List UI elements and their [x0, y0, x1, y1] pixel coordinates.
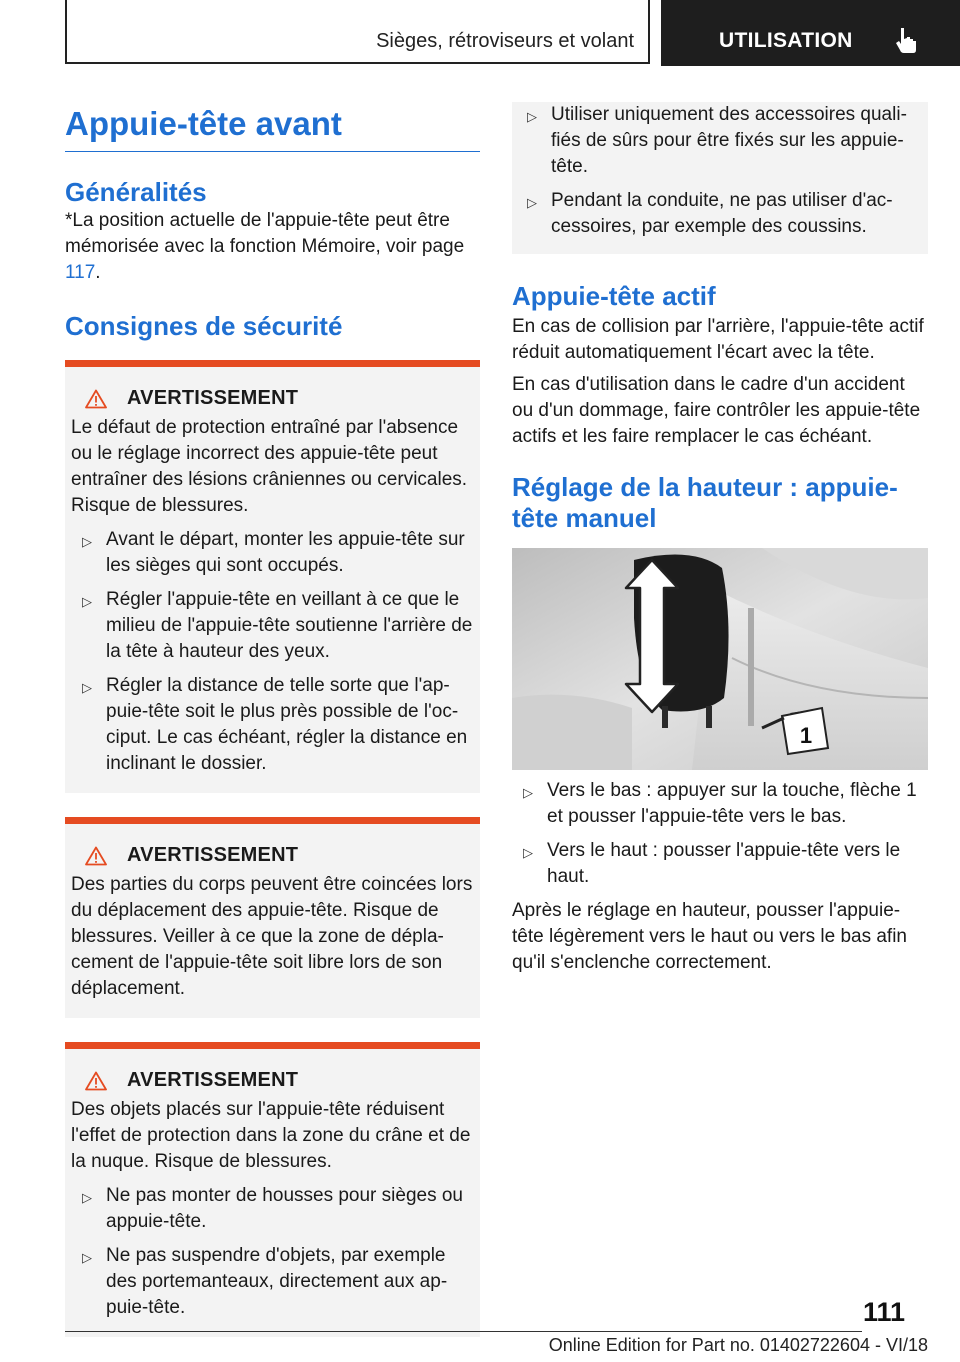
warning-text: Des objets placés sur l'appuie-tête réduisent l'effet de protection dans la zone du crâne et de la nuque. Risque de blessures. [71, 1099, 471, 1172]
page-link-117[interactable]: 117 [65, 262, 96, 283]
generalites-end: . [95, 262, 101, 283]
triangle-bullet-icon: ▷ [527, 195, 537, 210]
list-item: ▷ Régler la distance de telle sorte que l'appuie-tête soit le plus près possible de l'occiput. Le cas échéant, régler la distance en inclinant le dossier. [82, 675, 468, 774]
page-number: 111 [863, 1297, 906, 1327]
warning-list [71, 1183, 474, 1321]
photo-arrow-label: 1 [799, 723, 813, 748]
warning-box-2 [65, 817, 480, 1018]
list-item: ▷ Vers le haut : pousser l'appuie-tête vers le haut. [523, 840, 901, 887]
heading-reglage: Réglage de la hauteur : appuie-tête manuel [512, 472, 898, 533]
warning-triangle-icon [85, 846, 107, 866]
warning-text: Des parties du corps peuvent être coincées lors du déplacement des appuie-tête. Risque de blessures. Veiller à ce que la zone de déplacement de l'appuie-tête soit libre lors de son déplacement. [71, 874, 473, 999]
left-column [65, 102, 480, 1337]
pointing-hand-icon [893, 26, 919, 54]
generalites-text: *La position actuelle de l'appuie-tête peut être mémorisée avec la fonction Mémoire, voir page [65, 210, 465, 257]
page-title: Appuie-tête avant [65, 105, 342, 142]
warning-list [71, 527, 474, 777]
warning-box-3 [65, 1042, 480, 1337]
heading-generalites: Généralités [65, 177, 207, 207]
headrest-photo [512, 548, 928, 770]
warning-triangle-icon [85, 389, 107, 409]
continued-list [516, 102, 924, 240]
actif-paragraph-1: En cas de collision par l'arrière, l'appuie-tête actif réduit automatiquement l'écart avec la tête. [512, 316, 924, 363]
chapter-tab[interactable] [661, 0, 960, 66]
list-item: ▷ Régler l'appuie-tête en veillant à ce que le milieu de l'appuie-tête soutienne l'arrière de la tête à hauteur des yeux. [82, 589, 473, 662]
heading-actif: Appuie-tête actif [512, 281, 716, 311]
warning-box-1 [65, 360, 480, 793]
chapter-tab-label: UTILISATION [719, 29, 853, 52]
list-item: ▷ Avant le départ, monter les appuie-tête sur les sièges qui sont occupés. [82, 529, 465, 576]
header-frame [65, 0, 650, 64]
list-item: ▷ Ne pas monter de housses pour sièges ou appuie-tête. [82, 1185, 463, 1232]
warning-text: Le défaut de protection entraîné par l'absence ou le réglage incorrect des appuie-tête peut entraîner des lésions crâniennes ou cervicales. Risque de blessures. [71, 417, 468, 516]
warning-triangle-icon [85, 1071, 107, 1091]
triangle-bullet-icon: ▷ [82, 680, 92, 695]
warning-label: AVERTISSEMENT [127, 844, 299, 866]
reglage-after-paragraph: Après le réglage en hauteur, pousser l'appuie-tête légèrement vers le haut ou vers le bas afin qu'il s'enclenche correctement. [512, 900, 908, 973]
list-item: ▷ Ne pas suspendre d'objets, par exemple des portemanteaux, directement aux appuie-tête. [82, 1245, 448, 1318]
warning-label: AVERTISSEMENT [127, 387, 299, 409]
section-title: Sièges, rétroviseurs et volant [376, 30, 634, 52]
reglage-list [512, 778, 928, 890]
warning-label: AVERTISSEMENT [127, 1069, 299, 1091]
triangle-bullet-icon: ▷ [82, 594, 92, 609]
triangle-bullet-icon: ▷ [523, 845, 533, 860]
title-divider [65, 151, 480, 152]
triangle-bullet-icon: ▷ [523, 785, 533, 800]
actif-paragraph-2: En cas d'utilisation dans le cadre d'un accident ou d'un dommage, faire contrôler les appuie-tête actifs et les faire remplacer le cas échéant. [512, 374, 921, 447]
footer-divider [65, 1331, 862, 1332]
triangle-bullet-icon: ▷ [82, 1190, 92, 1205]
right-column [512, 102, 928, 976]
warning-continued-box [512, 102, 928, 254]
list-item: ▷ Utiliser uniquement des accessoires qualifiés de sûrs pour être fixés sur les appuie-tête. [527, 104, 907, 177]
list-item: ▷ Pendant la conduite, ne pas utiliser d'accessoires, par exemple des coussins. [527, 190, 893, 237]
triangle-bullet-icon: ▷ [82, 534, 92, 549]
triangle-bullet-icon: ▷ [527, 109, 537, 124]
footer-edition: Online Edition for Part no. 01402722604 - VI/18 [548, 1335, 928, 1355]
triangle-bullet-icon: ▷ [82, 1250, 92, 1265]
list-item: ▷ Vers le bas : appuyer sur la touche, flèche 1 et pousser l'appuie-tête vers le bas. [523, 780, 917, 827]
generalites-paragraph [65, 208, 480, 286]
heading-consignes: Consignes de sécurité [65, 311, 343, 341]
